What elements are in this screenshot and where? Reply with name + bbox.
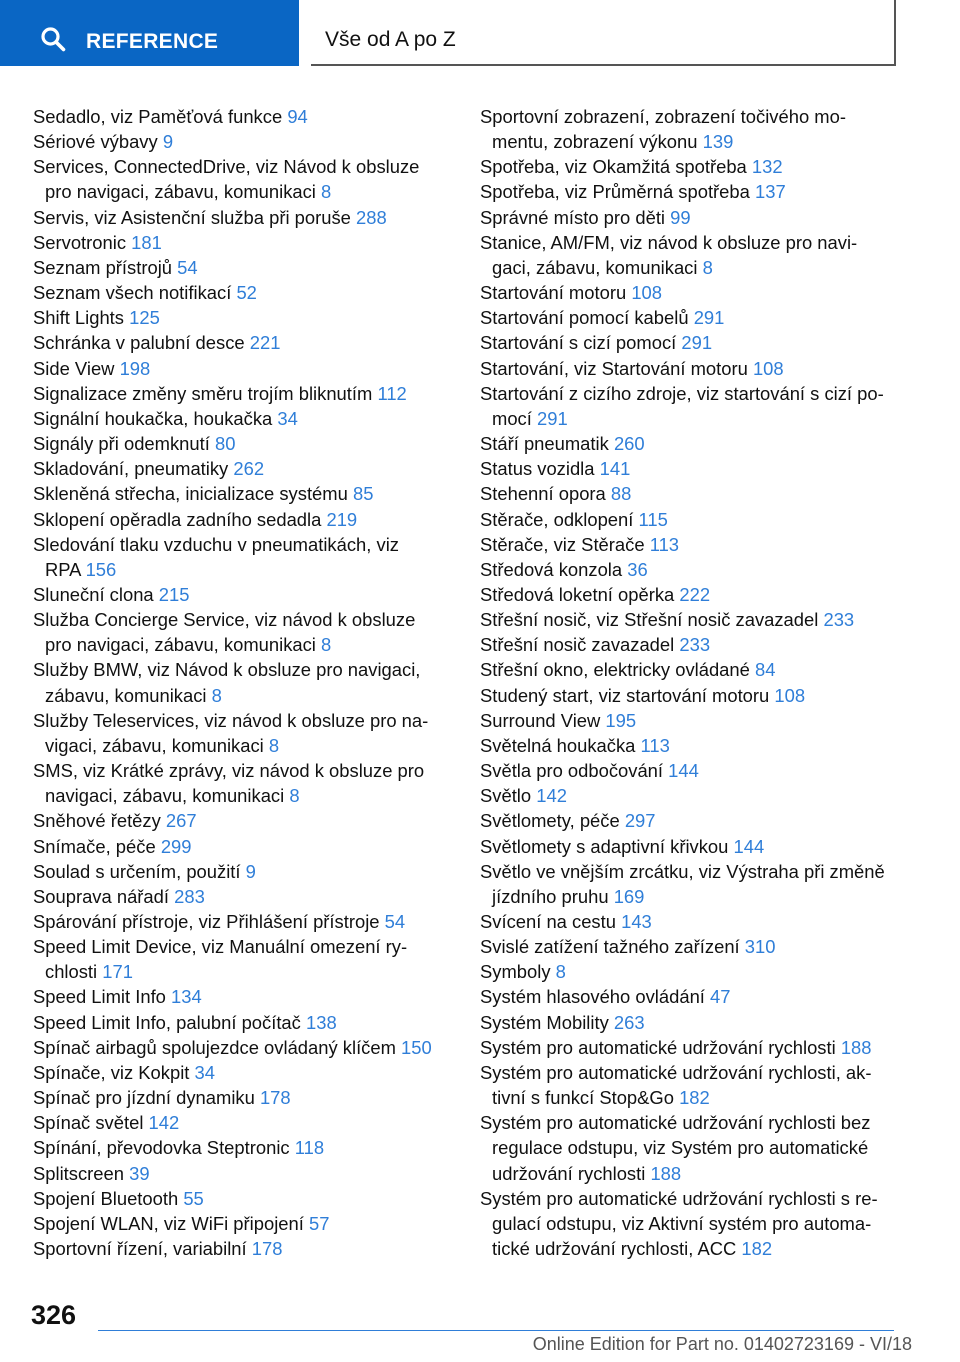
index-entry	[480, 431, 900, 456]
index-entry-text: navigaci, zábavu, komunikaci	[45, 785, 285, 807]
index-entry-text: Startování z cizího zdroje, viz startování s cizí po-	[480, 382, 884, 404]
page-link[interactable]: 215	[158, 583, 190, 605]
index-entry-text: Studený start, viz startování motoru	[480, 684, 770, 706]
page-link[interactable]: 156	[85, 558, 117, 580]
index-entry	[480, 305, 900, 330]
index-entry-text: Služby Teleservices, viz návod k obsluze pro na-	[33, 709, 429, 731]
index-entry	[480, 859, 900, 909]
index-entry	[480, 1186, 900, 1261]
section-title-box	[311, 0, 896, 66]
index-entry-text: Startování, viz Startování motoru	[480, 357, 748, 379]
index-entry	[33, 255, 453, 280]
section-title: Vše od A po Z	[325, 28, 456, 51]
page-link[interactable]: 47	[710, 986, 731, 1008]
index-entry	[480, 582, 900, 607]
index-entry	[33, 934, 453, 984]
index-entry-text: Signální houkačka, houkačka	[33, 407, 273, 429]
index-entry-text: Spínání, převodovka Steptronic	[33, 1137, 290, 1159]
index-entry-text: chlosti	[45, 961, 98, 983]
index-entry	[480, 632, 900, 657]
index-entry	[480, 280, 900, 305]
index-entry	[33, 104, 453, 129]
index-entry	[33, 280, 453, 305]
page-link[interactable]: 94	[287, 106, 308, 127]
index-entry-text: Signály při odemknutí	[33, 433, 210, 455]
index-entry-text: Services, ConnectedDrive, viz Návod k obsluze	[33, 156, 420, 178]
page-link[interactable]: 141	[599, 458, 631, 480]
page-link[interactable]: 36	[627, 558, 648, 580]
index-entry-text: Skladování, pneumatiky	[33, 458, 229, 480]
index-entry-text: pro navigaci, zábavu, komunikaci	[45, 181, 316, 203]
index-entry-text: Světlomety s adaptivní křivkou	[480, 835, 729, 857]
index-entry-text: Střešní nosič, viz Střešní nosič zavazadel	[480, 609, 819, 631]
index-entry-text: Sportovní řízení, variabilní	[33, 1238, 247, 1260]
page-link[interactable]: 198	[119, 357, 151, 379]
page-link[interactable]: 260	[613, 433, 645, 455]
index-entry-text: gulací odstupu, viz Aktivní systém pro automa-	[492, 1212, 872, 1234]
index-entry-text: Sedadlo, viz Paměťová funkce	[33, 106, 283, 127]
page-link[interactable]: 182	[679, 1087, 710, 1109]
page-link[interactable]: 52	[236, 282, 257, 304]
index-entry	[480, 733, 900, 758]
index-entry-text: tivní s funkcí Stop&Go	[492, 1087, 674, 1109]
page-link[interactable]: 108	[631, 282, 662, 304]
index-entry-text: Surround View	[480, 709, 601, 731]
index-entry	[33, 532, 453, 582]
index-entry-text: Spojení Bluetooth	[33, 1187, 179, 1209]
index-entry	[480, 456, 900, 481]
page-link[interactable]: 54	[384, 911, 406, 932]
index-entry	[33, 1110, 453, 1135]
index-entry-text: SMS, viz Krátké zprávy, viz návod k obsluze pro	[33, 760, 425, 782]
index-entry-text: vigaci, zábavu, komunikaci	[45, 734, 264, 756]
index-entry-text: Startování motoru	[480, 282, 627, 304]
page-link[interactable]: 115	[638, 508, 668, 530]
index-column-left	[33, 104, 453, 1261]
index-entry	[33, 507, 453, 532]
index-entry	[480, 934, 900, 959]
index-entry	[33, 708, 453, 758]
index-entry-text: Stěrače, viz Stěrače	[480, 533, 645, 555]
index-entry	[33, 984, 453, 1009]
page-link[interactable]: 8	[321, 634, 332, 656]
page-link[interactable]: 9	[245, 860, 256, 882]
index-entry	[33, 582, 453, 607]
index-entry	[480, 557, 900, 582]
index-entry	[480, 1060, 900, 1110]
index-entry	[33, 1186, 453, 1211]
page-link[interactable]: 108	[774, 684, 806, 706]
search-icon	[40, 26, 66, 52]
index-entry-text: Spínače, viz Kokpit	[33, 1061, 190, 1083]
index-entry-text: Status vozidla	[480, 458, 595, 480]
index-entry	[33, 406, 453, 431]
page-link[interactable]: 113	[649, 533, 680, 555]
index-entry-text: Systém pro automatické udržování rychlosti	[480, 1036, 836, 1058]
index-entry-text: Spínač pro jízdní dynamiku	[33, 1087, 255, 1109]
index-entry-text: Shift Lights	[33, 307, 124, 329]
page-link[interactable]: 262	[233, 458, 265, 480]
page-link[interactable]: 54	[177, 256, 198, 278]
index-entry	[480, 783, 900, 808]
page-link[interactable]: 222	[679, 583, 711, 605]
index-entry	[33, 356, 453, 381]
index-entry-text: Systém pro automatické udržování rychlosti bez	[480, 1112, 871, 1134]
reference-tab-label: REFERENCE	[86, 30, 219, 53]
index-entry	[480, 205, 900, 230]
page-link[interactable]: 8	[268, 734, 280, 756]
index-entry-text: pro navigaci, zábavu, komunikaci	[45, 634, 316, 656]
page-link[interactable]: 171	[102, 961, 133, 983]
index-entry-text: Stehenní opora	[480, 483, 606, 505]
index-entry-text: jízdního pruhu	[492, 885, 609, 907]
page-link[interactable]: 144	[733, 835, 765, 857]
page-link[interactable]: 108	[752, 357, 784, 379]
index-entry-text: Světlo ve vnějším zrcátku, viz Výstraha při změně	[480, 860, 885, 882]
footer-edition-text: Online Edition for Part no. 01402723169 - VI/18	[532, 1334, 912, 1354]
page-link[interactable]: 219	[326, 508, 358, 530]
index-entry	[480, 657, 900, 682]
index-entry-text: Souprava nářadí	[33, 885, 169, 907]
page-link[interactable]: 85	[352, 483, 374, 505]
index-entry-text: Servis, viz Asistenční služba při poruše	[33, 206, 351, 228]
index-entry-text: Systém pro automatické udržování rychlosti s re-	[480, 1187, 878, 1209]
page-link[interactable]: 88	[610, 483, 632, 505]
index-entry-text: Spojení WLAN, viz WiFi připojení	[33, 1212, 304, 1234]
index-entry-text: Středová loketní opěrka	[480, 583, 675, 605]
index-entry-text: Spínač airbagů spolujezdce ovládaný klíčem	[33, 1036, 396, 1058]
index-entry-text: Soulad s určením, použití	[33, 860, 241, 882]
index-entry-text: Startování s cizí pomocí	[480, 332, 677, 354]
page-link[interactable]: 267	[165, 810, 197, 832]
page-link[interactable]: 263	[613, 1011, 645, 1033]
page-link[interactable]: 283	[174, 885, 205, 907]
index-column-right	[480, 104, 900, 1261]
index-entry	[480, 507, 900, 532]
index-entry-text: Speed Limit Device, viz Manuální omezení ry-	[33, 936, 408, 958]
index-entry-text: mocí	[492, 407, 532, 429]
page-link[interactable]: 112	[377, 382, 407, 404]
index-entry	[480, 607, 900, 632]
index-entry-text: Svícení na cestu	[480, 911, 616, 932]
index-entry-text: Služby BMW, viz Návod k obsluze pro navigaci,	[33, 659, 421, 681]
index-entry-text: Stěrače, odklopení	[480, 508, 634, 530]
index-entry	[33, 1010, 453, 1035]
index-entry	[480, 959, 900, 984]
index-entry	[480, 909, 900, 934]
page-link[interactable]: 99	[670, 206, 691, 228]
index-entry	[33, 657, 453, 707]
index-entry	[33, 456, 453, 481]
index-entry-text: Spárování přístroje, viz Přihlášení přístroje	[33, 911, 380, 932]
index-entry-text: Systém hlasového ovládání	[480, 986, 705, 1008]
index-entry-text: Sněhové řetězy	[33, 810, 161, 832]
index-entry-text: Seznam všech notifikací	[33, 282, 232, 304]
index-entry	[480, 834, 900, 859]
page-link[interactable]: 138	[305, 1011, 337, 1033]
index-entry-text: Startování pomocí kabelů	[480, 307, 689, 329]
index-entry-text: Skleněná střecha, inicializace systému	[33, 483, 348, 505]
index-entry	[33, 834, 453, 859]
index-entry-text: tické udržování rychlosti, ACC	[492, 1238, 737, 1260]
index-entry	[33, 808, 453, 833]
index-entry	[480, 532, 900, 557]
index-entry-text: gaci, zábavu, komunikaci	[492, 256, 698, 278]
index-entry	[33, 1135, 453, 1160]
page-link[interactable]: 291	[681, 332, 713, 354]
index-entry	[480, 1010, 900, 1035]
index-entry-text: Symboly	[480, 961, 551, 983]
index-entry	[480, 1035, 900, 1060]
index-entry	[33, 481, 453, 506]
page-link[interactable]: 55	[183, 1187, 204, 1209]
index-entry-text: Stáří pneumatik	[480, 433, 609, 455]
index-entry	[33, 129, 453, 154]
index-entry	[33, 305, 453, 330]
index-entry	[480, 381, 900, 431]
page-link[interactable]: 84	[755, 659, 776, 681]
index-entry	[33, 1236, 453, 1261]
index-entry-text: Signalizace změny směru trojím bliknutím	[33, 382, 373, 404]
index-entry-text: Speed Limit Info	[33, 986, 166, 1008]
index-entry	[33, 230, 453, 255]
index-entry-text: Seznam přístrojů	[33, 256, 173, 278]
index-entry-text: Správné místo pro děti	[480, 206, 666, 228]
index-entry-text: mentu, zobrazení výkonu	[492, 131, 698, 153]
page-link[interactable]: 8	[321, 181, 332, 203]
page-link[interactable]: 169	[613, 885, 645, 907]
page-link[interactable]: 181	[131, 231, 162, 253]
page-link[interactable]: 9	[162, 131, 174, 153]
index-entry-text: Systém Mobility	[480, 1011, 609, 1033]
index-entry-text: regulace odstupu, viz Systém pro automatické	[492, 1137, 869, 1159]
index-entry	[480, 356, 900, 381]
index-entry-text: Světelná houkačka	[480, 734, 636, 756]
index-entry-text: Spínač světel	[33, 1112, 144, 1134]
index-entry-text: Snímače, péče	[33, 835, 156, 857]
page-link[interactable]: 57	[308, 1212, 330, 1234]
index-entry	[33, 330, 453, 355]
page-link[interactable]: 134	[171, 986, 202, 1008]
page-link[interactable]: 132	[751, 156, 783, 178]
page-link[interactable]: 182	[741, 1238, 773, 1260]
index-entry	[480, 104, 900, 154]
index-entry	[33, 431, 453, 456]
page-link[interactable]: 291	[536, 407, 568, 429]
index-entry	[480, 758, 900, 783]
index-entry-text: Svislé zatížení tažného zařízení	[480, 936, 740, 958]
index-entry-text: Sluneční clona	[33, 583, 154, 605]
page-link[interactable]: 8	[702, 256, 713, 278]
index-entry	[33, 381, 453, 406]
index-entry	[480, 230, 900, 280]
footer-divider	[98, 1330, 894, 1331]
index-entry	[33, 884, 453, 909]
index-entry-text: Světlo	[480, 785, 532, 807]
index-entry	[480, 708, 900, 733]
index-entry-text: Servotronic	[33, 231, 127, 253]
page-link[interactable]: 188	[650, 1162, 682, 1184]
index-entry	[480, 154, 900, 179]
page-link[interactable]: 34	[194, 1061, 215, 1083]
page-link[interactable]: 299	[160, 835, 192, 857]
page-link[interactable]: 8	[289, 785, 300, 807]
index-entry-text: Speed Limit Info, palubní počítač	[33, 1011, 301, 1033]
page-link[interactable]: 113	[640, 734, 670, 756]
index-entry-text: udržování rychlosti	[492, 1162, 646, 1184]
page-link[interactable]: 39	[129, 1162, 150, 1184]
index-entry-text: Světlomety, péče	[480, 810, 620, 832]
page-link[interactable]: 195	[605, 709, 637, 731]
page-link[interactable]: 291	[693, 307, 725, 329]
page-link[interactable]: 144	[668, 760, 699, 782]
index-entry	[33, 1161, 453, 1186]
index-entry-text: Schránka v palubní desce	[33, 332, 245, 354]
page-link[interactable]: 142	[148, 1112, 180, 1134]
page-link[interactable]: 34	[277, 407, 298, 429]
index-entry	[480, 330, 900, 355]
page-link[interactable]: 118	[294, 1137, 325, 1159]
page-link[interactable]: 233	[823, 609, 855, 631]
page-link[interactable]: 221	[249, 332, 281, 354]
index-entry	[480, 179, 900, 204]
index-entry	[480, 808, 900, 833]
page-link[interactable]: 8	[555, 961, 566, 983]
page-link[interactable]: 137	[755, 181, 786, 203]
page-link[interactable]: 142	[536, 785, 567, 807]
index-entry-text: Splitscreen	[33, 1162, 124, 1184]
index-entry-text: zábavu, komunikaci	[45, 684, 207, 706]
index-entry-text: Spotřeba, viz Průměrná spotřeba	[480, 181, 750, 203]
index-entry-text: Středová konzola	[480, 558, 623, 580]
index-entry-text: Stanice, AM/FM, viz návod k obsluze pro navi-	[480, 231, 858, 253]
index-entry-text: Světla pro odbočování	[480, 760, 664, 782]
index-entry-text: RPA	[45, 558, 81, 580]
index-entry-text: Střešní okno, elektricky ovládané	[480, 659, 750, 681]
page-link[interactable]: 233	[679, 634, 711, 656]
index-entry-text: Sledování tlaku vzduchu v pneumatikách, viz	[33, 533, 399, 555]
page-link[interactable]: 80	[214, 433, 236, 455]
index-entry	[33, 909, 453, 934]
index-entry	[480, 683, 900, 708]
index-entry-text: Střešní nosič zavazadel	[480, 634, 675, 656]
index-entry	[480, 984, 900, 1009]
index-entry	[33, 859, 453, 884]
index-entry	[33, 205, 453, 230]
index-entry	[33, 1211, 453, 1236]
page-link[interactable]: 297	[624, 810, 656, 832]
page-link[interactable]: 8	[211, 684, 222, 706]
page-link[interactable]: 310	[744, 936, 776, 958]
index-entry-text: Spotřeba, viz Okamžitá spotřeba	[480, 156, 747, 178]
index-entry	[33, 607, 453, 657]
page-link[interactable]: 139	[702, 131, 734, 153]
page-link[interactable]: 178	[251, 1238, 283, 1260]
index-entry-text: Side View	[33, 357, 115, 379]
index-entry-text: Sériové výbavy	[33, 131, 158, 153]
page-link[interactable]: 143	[621, 911, 652, 932]
page-link[interactable]: 288	[356, 206, 387, 228]
index-entry-text: Sportovní zobrazení, zobrazení točivého mo-	[480, 106, 846, 127]
index-entry	[33, 154, 453, 204]
index-entry-text: Sklopení opěradla zadního sedadla	[33, 508, 322, 530]
index-entry-text: Služba Concierge Service, viz návod k obsluze	[33, 609, 416, 631]
index-entry	[480, 1110, 900, 1185]
index-entry	[33, 1035, 453, 1060]
page-link[interactable]: 125	[129, 307, 160, 329]
reference-tab[interactable]	[0, 0, 299, 66]
page-link[interactable]: 150	[401, 1036, 432, 1058]
index-entry	[33, 1060, 453, 1085]
index-entry	[33, 1085, 453, 1110]
page-number: 326	[31, 1300, 77, 1330]
index-entry	[33, 758, 453, 808]
index-entry-text: Systém pro automatické udržování rychlosti, ak-	[480, 1061, 872, 1083]
page-link[interactable]: 188	[840, 1036, 872, 1058]
page-link[interactable]: 178	[259, 1087, 291, 1109]
page-header	[0, 0, 960, 66]
index-entry	[480, 481, 900, 506]
